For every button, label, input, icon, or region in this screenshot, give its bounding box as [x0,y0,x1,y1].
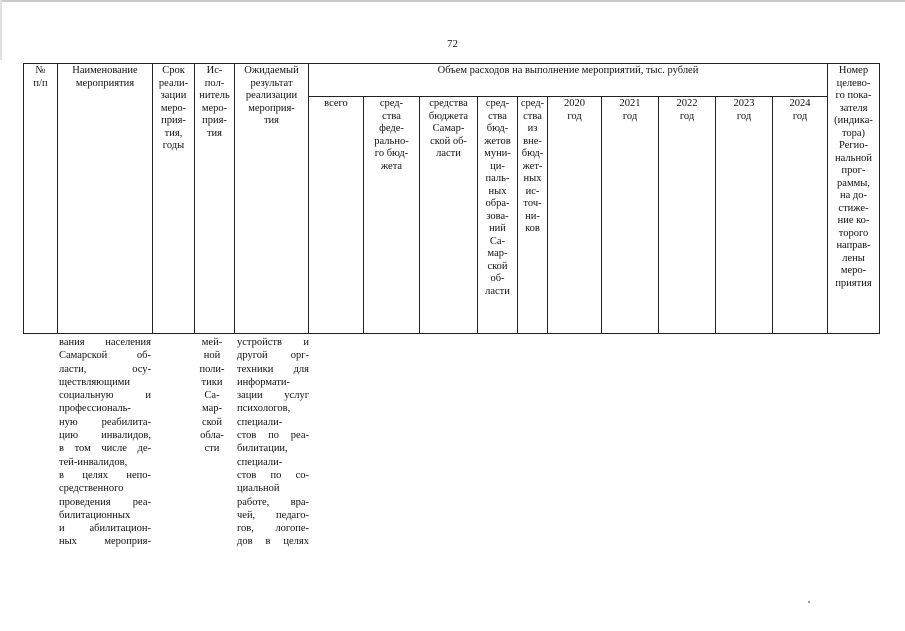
header-term-label: Срок реали- зации меро- прия- тия, годы [158,65,189,151]
body-text-line: психологов, [237,403,291,415]
header-year-label: 2024 год [789,98,811,122]
header-year-2021 [602,97,659,334]
body-text-line: специали- [237,456,283,468]
header-total [309,97,364,334]
header-extrabudget [518,97,548,334]
header-federal [364,97,420,334]
header-year-label: 2022 год [676,98,698,122]
header-no-label: № п/п [33,65,48,89]
budget-table-header [23,63,880,334]
header-result [235,64,309,334]
body-text-line: циальной [237,483,280,495]
body-text-line: зации услуг [237,390,309,402]
body-text-line: ласти, осу- [59,363,151,375]
body-text-line: устройств и [237,337,309,348]
scan-edge-left [0,0,2,60]
header-volume [309,64,828,97]
header-year-label: 2020 год [564,98,585,122]
body-text-line: техники для [237,363,309,375]
header-result-label: Ожидаемый результат реализации мероприя- тия [244,65,299,126]
body-text-line: мей- [201,337,223,348]
header-indicator-label: Номер целево- го пока- зателя (индика- тора) Регио- нальной прог- раммы, на до- стиже- ние ко- торого направ- лены меро- приятия [834,65,873,289]
header-year-2024 [773,97,828,334]
body-text-line: работе, вра- [237,496,309,508]
header-name [58,64,153,334]
header-total-label: всего [324,98,348,109]
header-indicator [828,64,880,334]
header-extrabudget-label: сред- ства из вне- бюд- жет- ных ис- точ- ни- ков [520,98,545,234]
header-municipal-label: сред- ства бюд- жетов муни- ци- паль- ных обра- зова- ний Са- мар- ской об- ласти [484,98,511,297]
body-text-line: в том числе де- [59,443,151,455]
page-number: 72 [447,38,458,50]
body-text-line: стов по реа- [237,430,309,442]
header-year-label: 2021 год [619,98,641,122]
body-text-line: обла- [200,430,224,442]
body-text-line: ной [203,350,221,362]
header-year-2020 [548,97,602,334]
body-text-line: и абилитацион- [59,523,151,535]
body-text-line: Самарской об- [59,350,151,362]
body-text-line: билитационных [59,509,131,521]
header-municipal [478,97,518,334]
header-regional-label: средства бюджета Самар- ской об- ласти [428,98,469,159]
body-text-line: гов, логопе- [237,523,309,535]
header-executor [195,64,235,334]
body-text-line: тей-инвалидов, [59,456,128,468]
body-text-line: ную реабилита- [59,416,151,428]
body-text-line: средственного [59,483,124,495]
body-text-line: в целях непо- [59,469,151,481]
header-regional [420,97,478,334]
body-text-line: специали- [237,416,283,428]
body-name-column [59,336,151,549]
body-text-line: социальную и [59,390,151,402]
body-text-line: стов по со- [237,469,309,481]
header-year-2022 [659,97,716,334]
header-volume-label: Объем расходов на выполнение мероприятий, тыс. рублей [437,65,699,76]
scan-speck [808,601,810,603]
body-text-line: мар- [202,403,222,415]
header-term [153,64,195,334]
body-text-line: цию инвалидов, [59,430,151,442]
body-text-line: информати- [237,376,291,388]
body-text-line: тики [201,376,223,388]
body-text-line: Са- [204,390,220,402]
body-text-line: другой орг- [237,350,309,362]
header-name-label: Наименование мероприятия [72,65,138,89]
body-result-column [237,336,309,549]
body-text-line: билитации, [237,443,288,455]
header-year-label: 2023 год [733,98,755,122]
body-text-line: проведения реа- [59,496,151,508]
body-text-line: ской [201,416,223,428]
body-text-line: профессиональ- [59,403,131,415]
body-executor-column [192,336,232,456]
header-year-2023 [716,97,773,334]
header-no [24,64,58,334]
body-text-line: сти [204,443,220,455]
scan-edge-top [0,0,905,2]
body-text-line: ществляющими [59,376,130,388]
body-text-line: поли- [199,363,225,375]
body-text-line: вания населения [59,337,151,348]
body-text-line: чей, педаго- [237,509,309,521]
header-federal-label: сред- ства феде- рально- го бюд- жета [374,98,409,172]
body-text-line: дов в целях [237,536,309,548]
body-text-line: ных мероприя- [59,536,151,548]
header-executor-label: Ис- пол- нитель меро- прия- тия [199,65,230,139]
